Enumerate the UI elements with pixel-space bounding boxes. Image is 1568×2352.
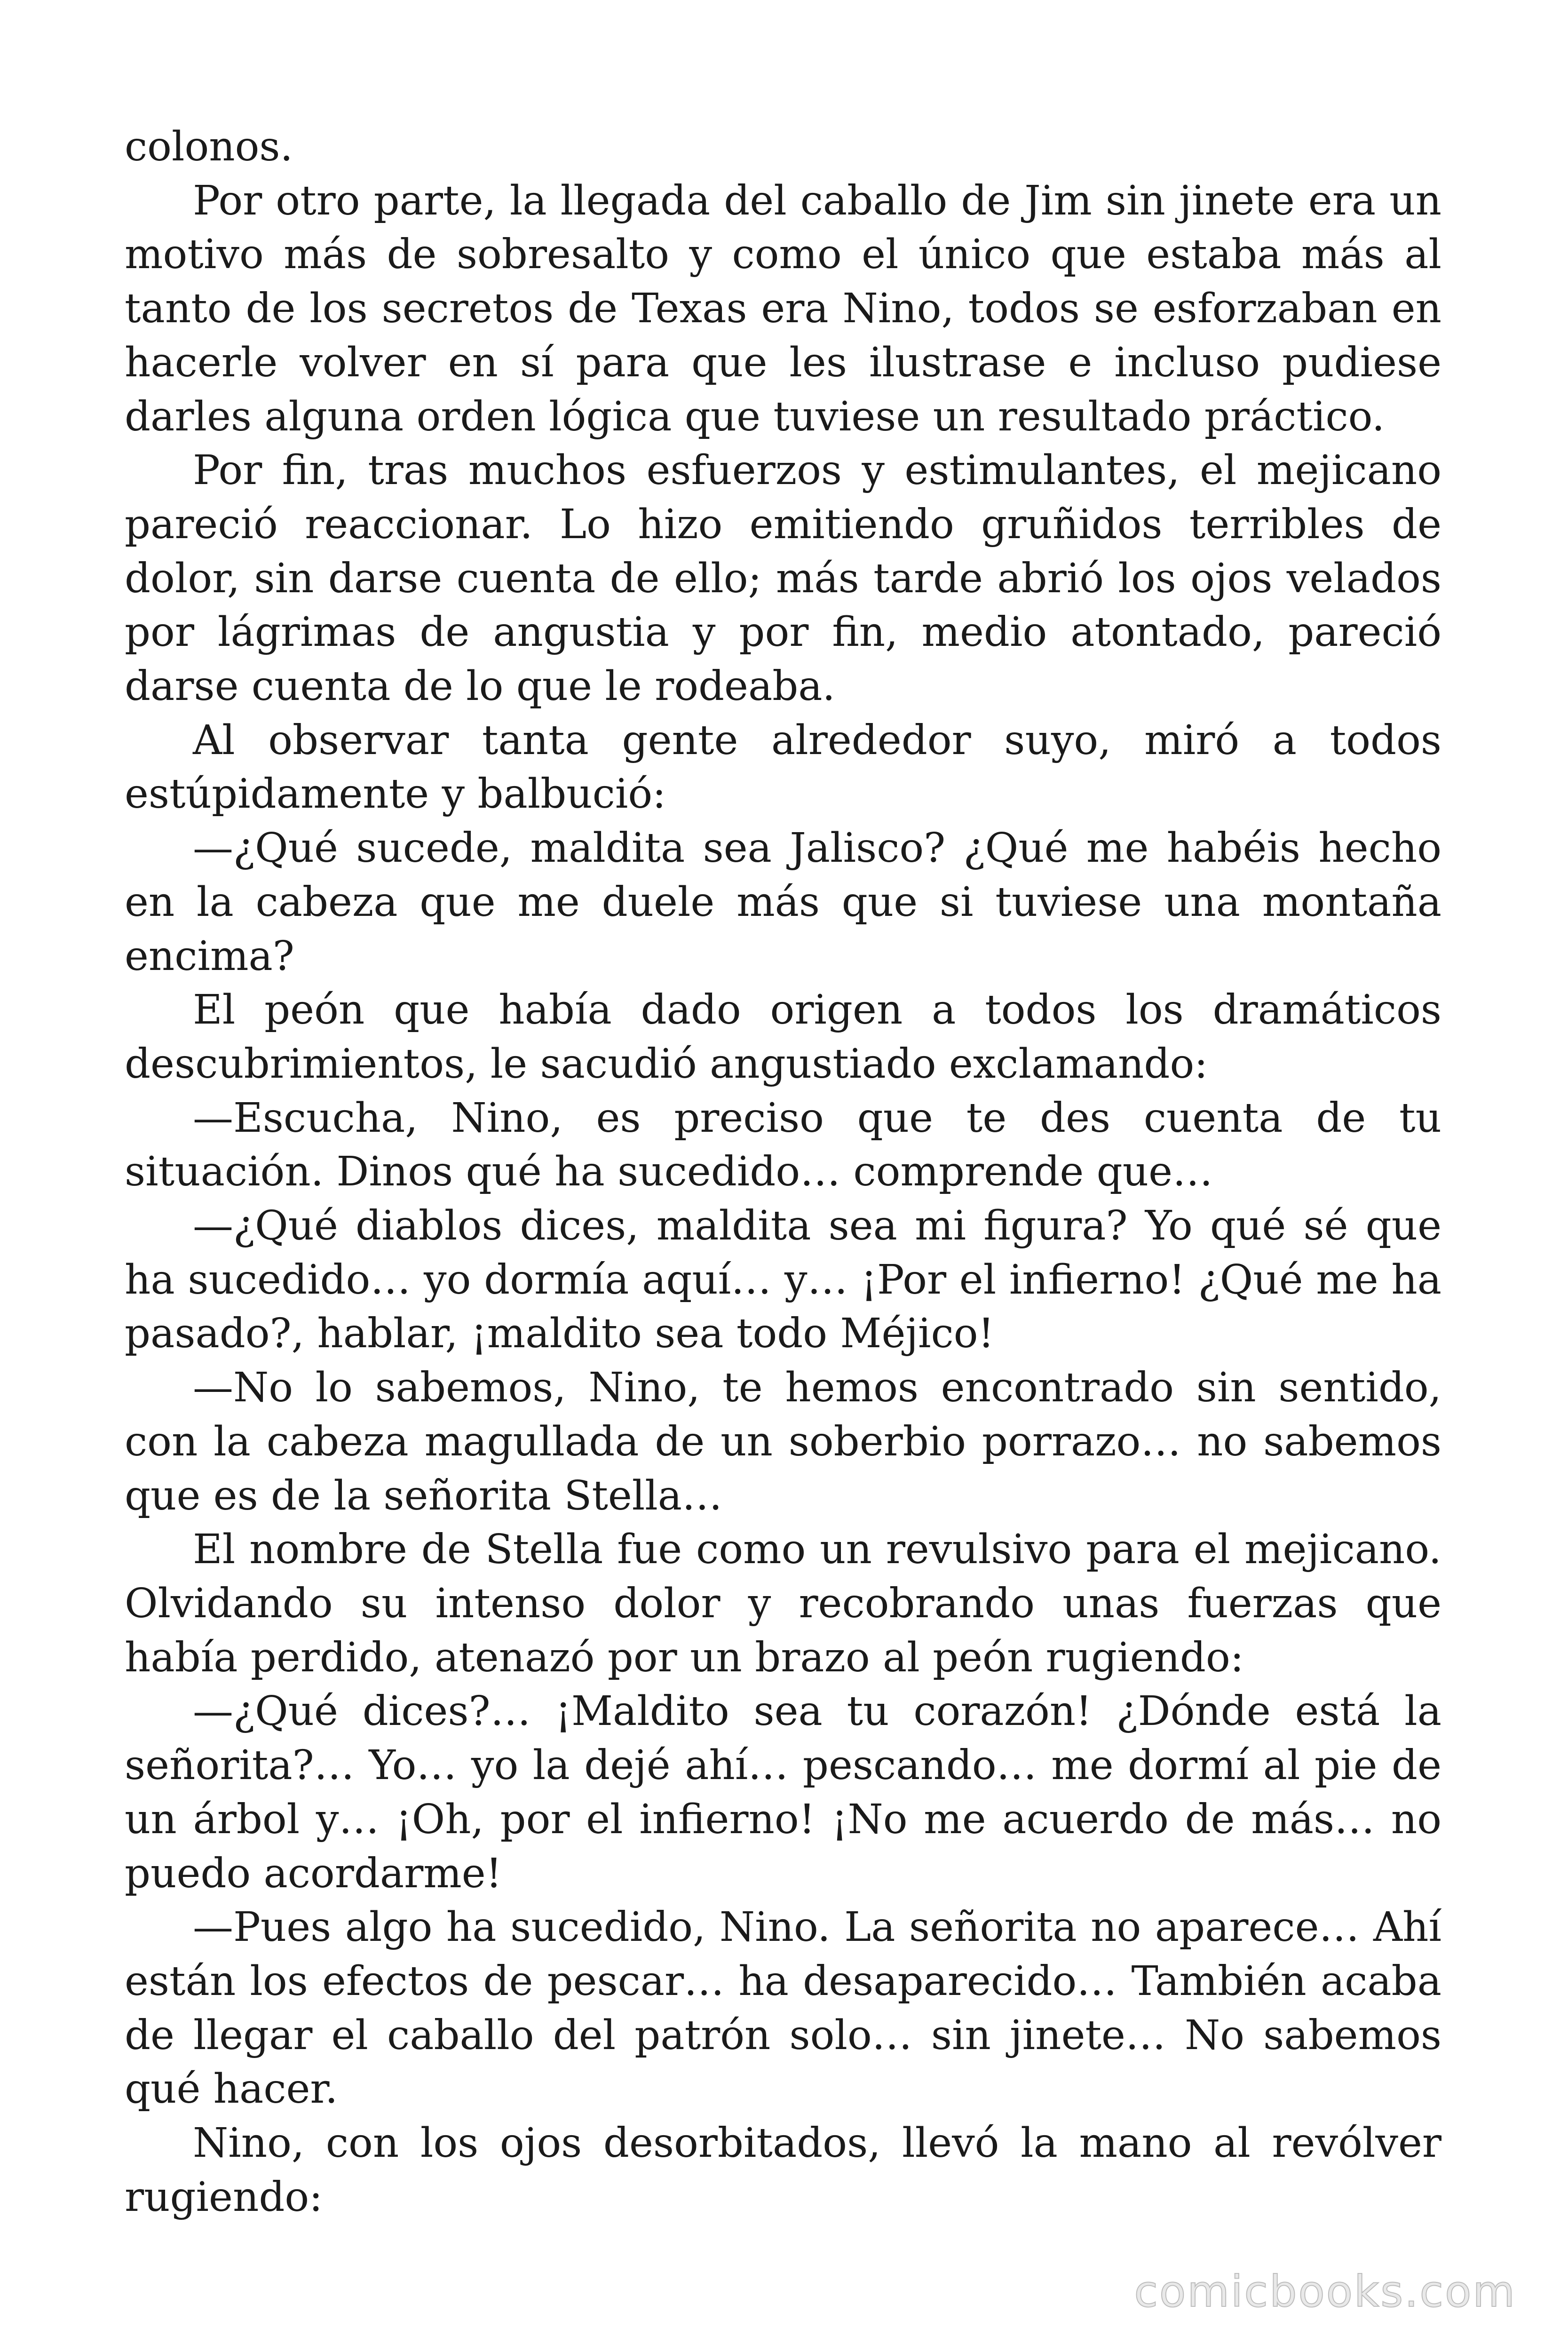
paragraph: El nombre de Stella fue como un revulsivo para el mejicano. Olvidando su intenso dolor y recobrando unas fuerzas que había perdido, atenazó por un brazo al peón rugiendo: xyxy=(125,1526,1441,1681)
paragraph: El peón que había dado origen a todos los dramáticos descubrimientos, le sacudió angustiado exclamando: xyxy=(125,986,1441,1088)
paragraph: Nino, con los ojos desorbitados, llevó la mano al revólver rugiendo: xyxy=(125,2120,1441,2221)
dialogue-paragraph: —No lo sabemos, Nino, te hemos encontrado sin sentido, con la cabeza magullada de un soberbio porrazo… no sabemos que es de la señorita Stella… xyxy=(125,1364,1441,1519)
paragraph-continuation: colonos. xyxy=(125,123,293,170)
page-body xyxy=(125,120,1441,2224)
dialogue-paragraph: —¿Qué dices?… ¡Maldito sea tu corazón! ¿Dónde está la señorita?… Yo… yo la dejé ahí… pescando… me dormí al pie de un árbol y… ¡Oh, por el infierno! ¡No me acuerdo de más… no puedo acordarme! xyxy=(125,1688,1441,1897)
dialogue-paragraph: —¿Qué sucede, maldita sea Jalisco? ¿Qué me habéis hecho en la cabeza que me duele más que si tuviese una montaña encima? xyxy=(125,825,1441,980)
dialogue-paragraph: —¿Qué diablos dices, maldita sea mi figura? Yo qué sé que ha sucedido… yo dormía aquí… y… ¡Por el infierno! ¿Qué me ha pasado?, hablar, ¡maldito sea todo Méjico! xyxy=(125,1202,1441,1358)
dialogue-paragraph: —Escucha, Nino, es preciso que te des cuenta de tu situación. Dinos qué ha sucedido… comprende que… xyxy=(125,1094,1441,1196)
paragraph: Al observar tanta gente alrededor suyo, miró a todos estúpidamente y balbució: xyxy=(125,716,1441,818)
watermark: comicbooks.com xyxy=(1134,2266,1516,2317)
dialogue-paragraph: —Pues algo ha sucedido, Nino. La señorita no aparece… Ahí están los efectos de pescar… ha desaparecido… También acaba de llegar el caballo del patrón solo… sin jinete… No sabemos qué hacer. xyxy=(125,1904,1441,2113)
paragraph: Por fin, tras muchos esfuerzos y estimulantes, el mejicano pareció reaccionar. Lo hizo emitiendo gruñidos terribles de dolor, sin darse cuenta de ello; más tarde abrió los ojos velados por lágrimas de angustia y por fin, medio atontado, pareció darse cuenta de lo que le rodeaba. xyxy=(125,447,1441,710)
paragraph: Por otro parte, la llegada del caballo de Jim sin jinete era un motivo más de sobresalto y como el único que estaba más al tanto de los secretos de Texas era Nino, todos se esforzaban en hacerle volver en sí para que les ilustrase e incluso pudiese darles alguna orden lógica que tuviese un resultado práctico. xyxy=(125,177,1441,440)
